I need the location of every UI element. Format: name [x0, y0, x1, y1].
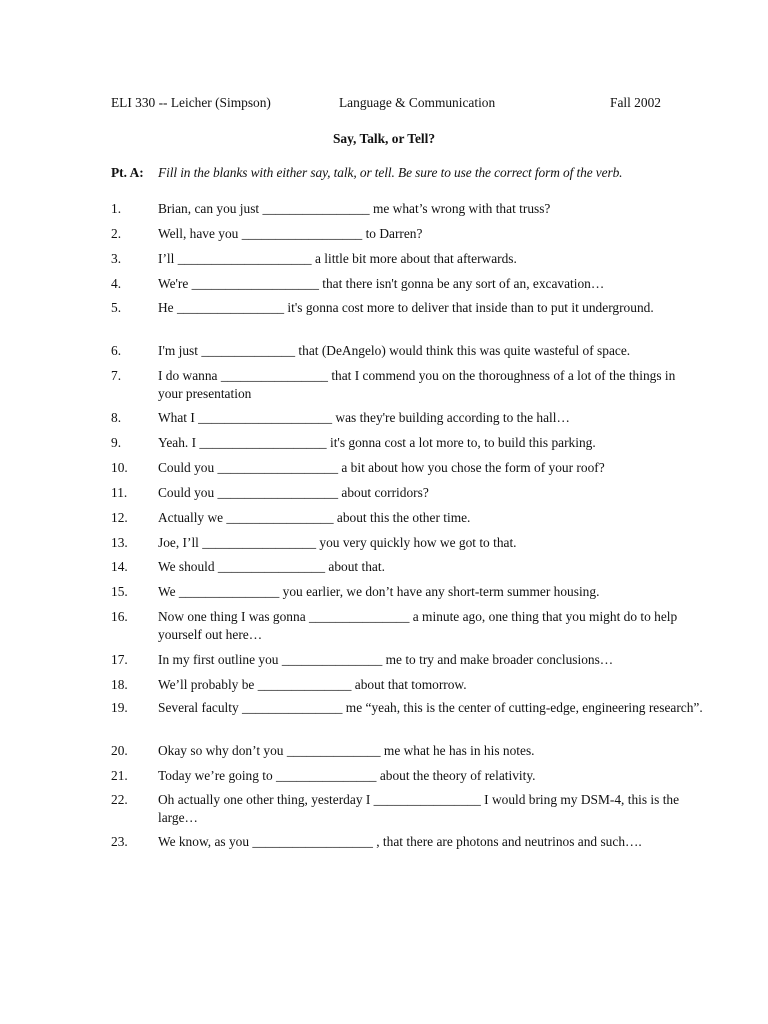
question-number: 21.	[111, 768, 128, 783]
question-text: Actually we ________________ about this the other time.	[158, 510, 471, 525]
instructions-text: Fill in the blanks with either say, talk, or tell. Be sure to use the correct form of the verb.	[158, 165, 623, 180]
question-number: 14.	[111, 559, 128, 574]
question-number: 5.	[111, 300, 122, 315]
question-number: 13.	[111, 535, 128, 550]
question-number: 22.	[111, 792, 128, 807]
question-text: We know, as you __________________ , that there are photons and neutrinos and such….	[158, 834, 642, 849]
question-text: Could you __________________ about corridors?	[158, 485, 429, 500]
question-number: 4.	[111, 276, 122, 291]
question-text: In my first outline you _______________ me to try and make broader conclusions…	[158, 652, 614, 667]
question-number: 1.	[111, 201, 122, 216]
question-number: 7.	[111, 368, 122, 383]
question-number: 12.	[111, 510, 128, 525]
question-number: 15.	[111, 584, 128, 599]
question-text: Well, have you __________________ to Darren?	[158, 226, 423, 241]
page-header	[0, 95, 768, 115]
question-number: 16.	[111, 609, 128, 624]
question-number: 2.	[111, 226, 122, 241]
question-text: We should ________________ about that.	[158, 559, 385, 574]
question-number: 10.	[111, 460, 128, 475]
question-number: 11.	[111, 485, 128, 500]
question-number: 17.	[111, 652, 128, 667]
question-text: We’ll probably be ______________ about that tomorrow.	[158, 677, 467, 692]
instructions-label: Pt. A:	[111, 165, 144, 180]
question-number: 6.	[111, 343, 122, 358]
question-number: 19.	[111, 700, 128, 715]
question-number: 23.	[111, 834, 128, 849]
course-term: Fall 2002	[610, 95, 661, 110]
question-text: Could you __________________ a bit about how you chose the form of your roof?	[158, 460, 605, 475]
question-text: I do wanna ________________ that I commend you on the thoroughness of a lot of the things in your presentation	[158, 368, 676, 401]
question-text: Now one thing I was gonna _______________ a minute ago, one thing that you might do to help yourself out here…	[158, 609, 678, 642]
course-name: ELI 330 -- Leicher (Simpson)	[111, 95, 271, 110]
question-text: He ________________ it's gonna cost more to deliver that inside than to put it underground.	[158, 300, 654, 315]
question-text: Today we’re going to _______________ about the theory of relativity.	[158, 768, 536, 783]
worksheet-title: Say, Talk, or Tell?	[332, 131, 436, 146]
question-number: 8.	[111, 410, 122, 425]
question-text: I’ll ____________________ a little bit more about that afterwards.	[158, 251, 517, 266]
question-text: Joe, I’ll _________________ you very quickly how we got to that.	[158, 535, 517, 550]
question-text: Yeah. I ___________________ it's gonna cost a lot more to, to build this parking.	[158, 435, 596, 450]
question-number: 20.	[111, 743, 128, 758]
question-text: Several faculty _______________ me “yeah, this is the center of cutting-edge, engineering research”.	[158, 700, 703, 715]
question-number: 3.	[111, 251, 122, 266]
question-text: We _______________ you earlier, we don’t have any short-term summer housing.	[158, 584, 600, 599]
question-text: What I ____________________ was they're building according to the hall…	[158, 410, 570, 425]
course-subject: Language & Communication	[339, 95, 496, 110]
instructions	[111, 165, 711, 181]
question-text: Brian, can you just ________________ me what’s wrong with that truss?	[158, 201, 551, 216]
question-number: 9.	[111, 435, 122, 450]
question-number: 18.	[111, 677, 128, 692]
question-text: Okay so why don’t you ______________ me what he has in his notes.	[158, 743, 535, 758]
question-text: Oh actually one other thing, yesterday I ________________ I would bring my DSM-4, this is the large…	[158, 792, 680, 825]
question-text: I'm just ______________ that (DeAngelo) would think this was quite wasteful of space.	[158, 343, 631, 358]
question-text: We're ___________________ that there isn't gonna be any sort of an, excavation…	[158, 276, 605, 291]
